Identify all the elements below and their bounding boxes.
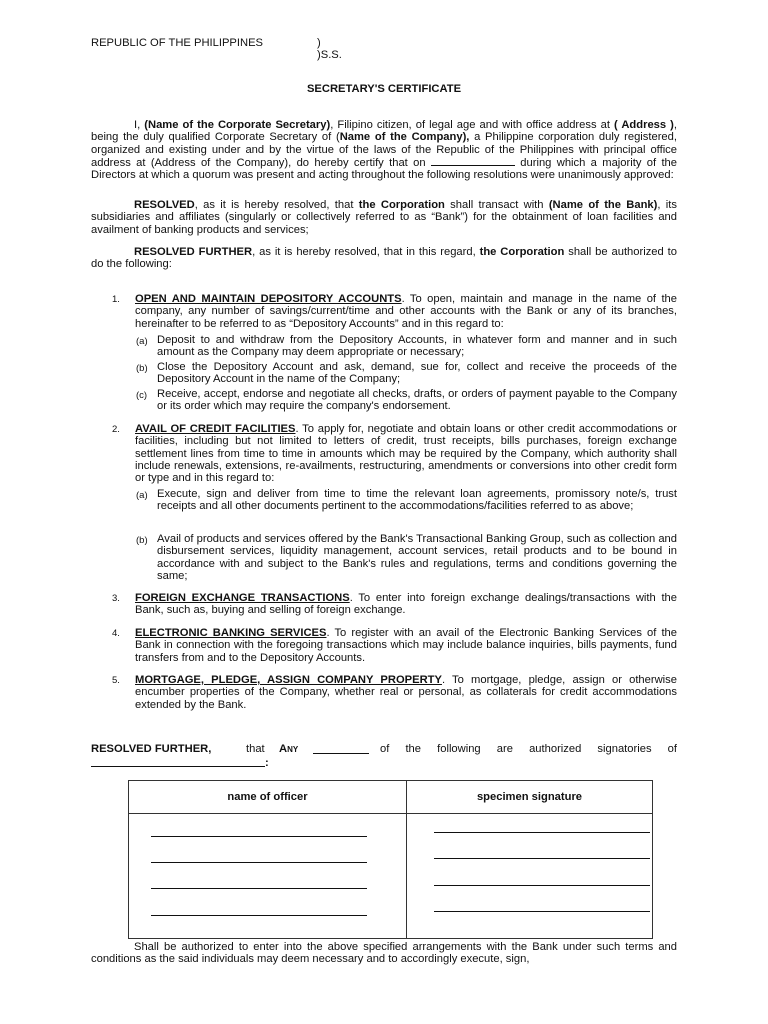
signature-line-1 xyxy=(434,832,650,833)
item-1 xyxy=(135,293,677,330)
venue-ss: )S.S. xyxy=(317,49,342,61)
address-placeholder: ( Address ) xyxy=(613,119,674,131)
resolved-signatories-any: Any xyxy=(279,743,299,755)
intro-text-3: a Philippine corporation duly registered, organized and existing under and by the virtue of the laws of the Republic of the Philippines with principal office address at (Address of the Company), do hereby certify that on xyxy=(91,131,677,169)
resolved-further-corp: the Corporation xyxy=(479,246,565,258)
item-2-number: 2. xyxy=(112,424,120,435)
item-2-body: . To apply for, negotiate and obtain loans or other credit accommodations or facilities, including but not limited to letters of credit, trust receipts, bills purchases, foreign exchange settlement lines from time to time in amounts which may be required by the Company, which authority shall include renewals, extensions, re-availments, restructuring, amendments or conversions into other credit form or type and in this regard to: xyxy=(135,423,677,485)
intro-i: I, xyxy=(134,119,145,131)
item-5-body: . To mortgage, pledge, assign or otherwise encumber properties of the Company, whether real or personal, as collaterals for credit accommodations extended by the Bank. xyxy=(135,674,677,711)
item-1-number: 1. xyxy=(112,294,120,305)
resolved-paragraph xyxy=(91,199,677,236)
item-1-heading: OPEN AND MAINTAIN DEPOSITORY ACCOUNTS xyxy=(135,293,402,305)
intro-paragraph xyxy=(91,119,677,181)
officer-name-line-3 xyxy=(151,888,367,889)
specimen-signatures-cell[interactable] xyxy=(407,814,653,939)
venue-paren: ) xyxy=(317,37,321,49)
table-header-row xyxy=(129,781,653,814)
resolved-signatories-colon: : xyxy=(265,757,269,769)
signature-line-2 xyxy=(434,858,650,859)
item-5 xyxy=(135,674,677,711)
item-1a-label: (a) xyxy=(136,336,148,347)
officer-name-line-2 xyxy=(151,862,367,863)
company-signatories-blank xyxy=(91,766,265,767)
date-blank xyxy=(431,156,515,166)
item-3-number: 3. xyxy=(112,593,120,604)
intro-text-4: during which a majority of the Directors at which a quorum was present and acting throughout the following resolutions were unanimously approved: xyxy=(91,156,677,182)
officer-name-line-1 xyxy=(151,836,367,837)
resolved-signatories-lead-text: RESOLVED FURTHER, xyxy=(91,743,212,755)
resolved-corp: the Corporation xyxy=(358,199,445,211)
signatories-table xyxy=(128,780,653,939)
table-row xyxy=(129,814,653,939)
item-3-body: . To enter into foreign exchange dealings/transactions with the Bank, such as, buying and selling of foreign exchange. xyxy=(135,592,678,617)
bank-name-placeholder: (Name of the Bank) xyxy=(548,199,658,211)
item-2a-label: (a) xyxy=(136,490,148,501)
resolved-further-text-2: shall be authorized to do the following: xyxy=(91,246,677,271)
resolved-further-paragraph xyxy=(91,246,677,271)
item-2b-text: Avail of products and services offered by the Bank's Transactional Banking Group, such as collection and disbursement services, liquidity management, account services, retail products and to be bound in accordance with and subject to the Bank's rules and regulations, terms and conditions governing the same; xyxy=(157,533,677,582)
venue-republic: REPUBLIC OF THE PHILIPPINES xyxy=(91,37,264,49)
signature-line-3 xyxy=(434,885,650,886)
column-header-specimen-signature: specimen signature xyxy=(407,781,653,814)
item-2 xyxy=(135,423,677,484)
resolved-signatories-text: of the following are authorized signatories of xyxy=(380,743,677,755)
item-5-number: 5. xyxy=(112,675,120,686)
any-count-blank xyxy=(313,753,369,754)
item-2b-label: (b) xyxy=(136,535,148,546)
closing-paragraph: Shall be authorized to enter into the above specified arrangements with the Bank under such terms and conditions as the said individuals may deem necessary and to accordingly execute, sign, xyxy=(91,941,677,966)
item-1c-label: (c) xyxy=(136,390,148,401)
item-3-heading: FOREIGN EXCHANGE TRANSACTIONS xyxy=(135,592,350,604)
secretary-name-placeholder: (Name of the Corporate Secretary) xyxy=(144,119,331,131)
item-4 xyxy=(135,627,677,664)
item-2-heading: AVAIL OF CREDIT FACILITIES xyxy=(135,423,296,435)
item-1c-text: Receive, accept, endorse and negotiate all checks, drafts, or orders of payment payable to the Company or its order which may require the company's endorsement. xyxy=(157,388,677,413)
company-name-placeholder: Name of the Company), xyxy=(339,131,470,144)
resolved-signatories-that: that xyxy=(246,743,265,755)
resolved-further-text-1: , as it is hereby resolved, that in this regard, xyxy=(252,246,480,258)
intro-text-2: , being the duly qualified Corporate Secretary of ( xyxy=(91,119,677,144)
officer-names-cell[interactable] xyxy=(129,814,407,939)
resolved-text-3: , its subsidiaries and affiliates (singularly or collectively referred to as “Bank”) for the obtainment of loan facilities and availment of banking products and services; xyxy=(91,199,677,236)
resolved-text-1: , as it is hereby resolved, that xyxy=(194,199,359,211)
item-3 xyxy=(135,592,677,617)
item-1a-text: Deposit to and withdraw from the Depository Accounts, in whatever form and manner and in such amount as the Company may deem appropriate or necessary; xyxy=(157,334,677,359)
item-4-number: 4. xyxy=(112,628,120,639)
resolved-signatories-lead xyxy=(91,743,211,755)
item-5-heading: MORTGAGE, PLEDGE, ASSIGN COMPANY PROPERTY xyxy=(135,674,442,686)
resolved-text-2: shall transact with xyxy=(444,199,549,211)
resolved-lead: RESOLVED xyxy=(134,199,195,211)
resolved-further-lead: RESOLVED FURTHER xyxy=(134,246,253,258)
certificate-title: SECRETARY'S CERTIFICATE xyxy=(306,83,462,95)
signature-line-4 xyxy=(434,911,650,912)
item-1b-label: (b) xyxy=(136,363,148,374)
item-2a-text: Execute, sign and deliver from time to time the relevant loan agreements, promissory note/s, trust receipts and all other documents pertinent to the accommodations/facilities referred to as above; xyxy=(157,488,677,513)
item-4-body: . To register with an avail of the Electronic Banking Services of the Bank in connection with the foregoing transactions which may include balance inquiries, bills payments, fund transfers from and to the Depository Accounts. xyxy=(135,627,677,664)
intro-text-1: , Filipino citizen, of legal age and with office address at xyxy=(330,119,614,131)
item-1-body: . To open, maintain and manage in the name of the company, any number of savings/current/time and other accounts with the Bank or any of its branches, hereinafter to be referred to as “Depository Accounts” and in this regard to: xyxy=(135,293,677,330)
item-4-heading: ELECTRONIC BANKING SERVICES xyxy=(135,627,327,639)
officer-name-line-4 xyxy=(151,915,367,916)
item-1b-text: Close the Depository Account and ask, demand, sue for, collect and receive the proceeds of the Depository Account in the name of the Company; xyxy=(157,361,677,386)
column-header-name-of-officer: name of officer xyxy=(129,781,407,814)
